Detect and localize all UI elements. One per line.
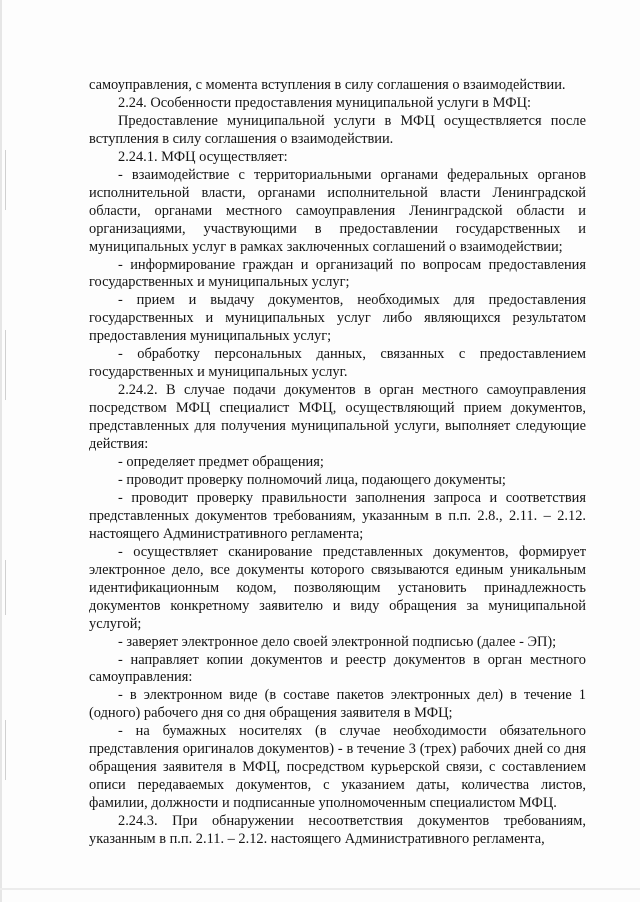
- paragraph: Предоставление муниципальной услуги в МФЦ осуществляется после вступления в силу соглашения о взаимодействии.: [89, 112, 586, 147]
- scan-artifact: [5, 560, 6, 615]
- list-item: - осуществляет сканирование представленных документов, формирует электронное дело, все документы которого связываются единым уникальным идентификационным кодом, позволяющим установить принадлежность документов конкретному заявителю и виду обращения за муниципальной услугой;: [89, 543, 586, 632]
- list-item: - заверяет электронное дело своей электронной подписью (далее - ЭП);: [118, 633, 557, 650]
- scan-bottom-edge: [0, 888, 640, 890]
- scan-artifact: [5, 330, 6, 400]
- section-heading: 2.24.1. МФЦ осуществляет:: [118, 148, 288, 165]
- list-item: - проводит проверку правильности заполнения запроса и соответствия представленных документов требованиям, указанным в п.п. 2.8., 2.11. – 2.12. настоящего Административного регламента;: [89, 489, 586, 542]
- section-heading: 2.24. Особенности предоставления муниципальной услуги в МФЦ:: [118, 94, 531, 111]
- list-item: - определяет предмет обращения;: [118, 454, 324, 471]
- paragraph: 2.24.3. При обнаружении несоответствия документов требованиям, указанным в п.п. 2.11. – 2.12. настоящего Административного регламента,: [89, 813, 586, 848]
- scan-left-edge: [0, 0, 2, 902]
- scan-artifact: [5, 720, 6, 780]
- list-item: - на бумажных носителях (в случае необходимости обязательного представления оригиналов документов) - в течение 3 (трех) рабочих дней со дня обращения заявителя в МФЦ, посредством курьерской связи, с составлением описи передаваемых документов, с указанием даты, количества листов, фамилии, должности и подписанные уполномоченным специалистом МФЦ.: [89, 723, 586, 812]
- list-item: - прием и выдачу документов, необходимых для предоставления государственных и муниципальных услуг либо являющихся результатом предоставления муниципальных услуг;: [89, 292, 586, 345]
- paragraph: самоуправления, с момента вступления в силу соглашения о взаимодействии.: [89, 77, 566, 93]
- paragraph: 2.24.2. В случае подачи документов в орган местного самоуправления посредством МФЦ специалист МФЦ, осуществляющий прием документов, представленных для получения муниципальной услуги, выполняет следующие действия:: [89, 382, 586, 453]
- list-item: - проводит проверку полномочий лица, подающего документы;: [118, 471, 506, 488]
- scan-artifact: [5, 150, 6, 210]
- list-item: - информирование граждан и организаций по вопросам предоставления государственных и муниципальных услуг;: [89, 256, 586, 291]
- list-item: - обработку персональных данных, связанных с предоставлением государственных и муниципальных услуг.: [89, 346, 586, 381]
- document-body: [89, 77, 586, 849]
- list-item: - направляет копии документов и реестр документов в орган местного самоуправления:: [89, 651, 586, 686]
- list-item: - взаимодействие с территориальными органами федеральных органов исполнительной власти, органами исполнительной власти Ленинградской области, органами местного самоуправления Ленинградской области и организациями, участвующими в предоставлении государственных и муниципальных услуг в рамках заключенных соглашений о взаимодействии;: [89, 166, 586, 255]
- list-item: - в электронном виде (в составе пакетов электронных дел) в течение 1 (одного) рабочего дня со дня обращения заявителя в МФЦ;: [89, 687, 586, 722]
